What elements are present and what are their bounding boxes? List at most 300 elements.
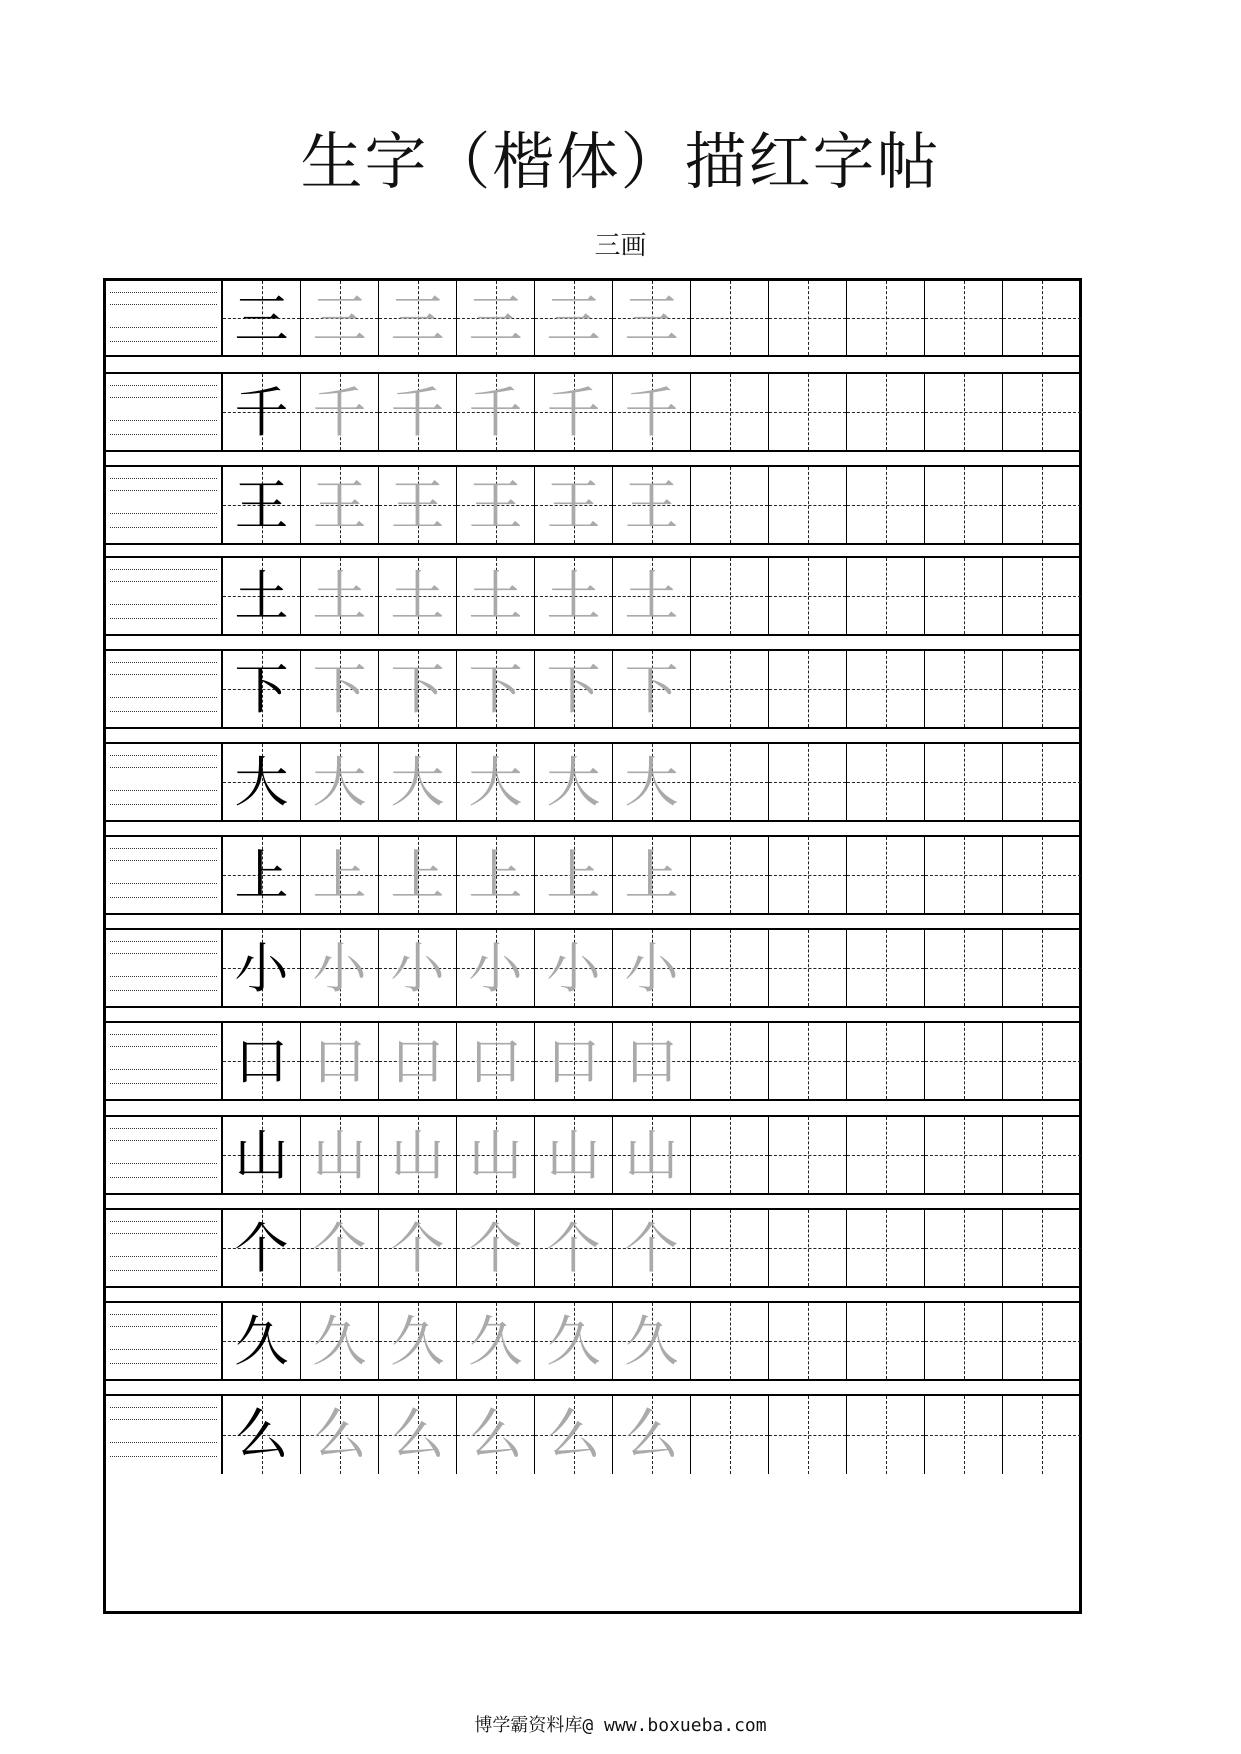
trace-character: 么: [624, 1403, 679, 1466]
pinyin-guide-line: [110, 1456, 217, 1457]
pinyin-writing-area: [106, 281, 223, 355]
model-character-cell: [223, 467, 301, 543]
pinyin-writing-area: [106, 374, 223, 450]
trace-character-cell: [613, 837, 691, 913]
practice-grid: [103, 278, 1082, 1614]
practice-row: [106, 835, 1079, 915]
trace-character: 么: [468, 1403, 523, 1466]
blank-practice-cell: [847, 374, 925, 450]
pinyin-guide-line: [110, 1270, 217, 1271]
pinyin-guide-line: [110, 1326, 217, 1327]
pinyin-guide-line: [110, 397, 217, 398]
pinyin-writing-area: [106, 467, 223, 543]
blank-practice-cell: [847, 1023, 925, 1099]
trace-character-cell: [379, 1303, 457, 1379]
trace-character: 大: [390, 751, 445, 814]
trace-character-cell: [301, 1210, 379, 1286]
trace-character-cell: [301, 467, 379, 543]
trace-character: 土: [546, 565, 601, 628]
pinyin-guide-line: [110, 1163, 217, 1164]
blank-practice-cell: [691, 1396, 769, 1474]
model-character-cell: [223, 1023, 301, 1099]
trace-character-cell: [535, 1117, 613, 1193]
blank-practice-cell: [691, 837, 769, 913]
trace-character: 口: [312, 1030, 367, 1093]
model-character: 土: [234, 565, 289, 628]
trace-character: 口: [468, 1030, 523, 1093]
trace-character: 千: [312, 381, 367, 444]
blank-practice-cell: [1003, 1023, 1081, 1099]
blank-practice-cell: [925, 837, 1003, 913]
trace-character: 上: [546, 844, 601, 907]
trace-character-cell: [613, 1023, 691, 1099]
trace-character-cell: [535, 1396, 613, 1474]
model-character: 上: [234, 844, 289, 907]
blank-practice-cell: [925, 1303, 1003, 1379]
trace-character-cell: [301, 281, 379, 355]
model-character: 千: [234, 381, 289, 444]
blank-practice-cell: [769, 1023, 847, 1099]
blank-practice-cell: [691, 1210, 769, 1286]
trace-character-cell: [535, 467, 613, 543]
trace-character: 么: [312, 1403, 367, 1466]
pinyin-guide-line: [110, 990, 217, 991]
trace-character: 大: [546, 751, 601, 814]
trace-character-cell: [379, 1117, 457, 1193]
pinyin-guide-line: [110, 790, 217, 791]
model-character-cell: [223, 558, 301, 634]
blank-practice-cell: [1003, 651, 1081, 727]
pinyin-guide-line: [110, 490, 217, 491]
trace-character-cell: [379, 744, 457, 820]
pinyin-guide-line: [110, 618, 217, 619]
blank-practice-cell: [769, 651, 847, 727]
blank-practice-cell: [925, 930, 1003, 1006]
trace-character-cell: [379, 558, 457, 634]
blank-practice-cell: [1003, 1117, 1081, 1193]
practice-row: [106, 928, 1079, 1008]
trace-character-cell: [379, 837, 457, 913]
pinyin-guide-line: [110, 755, 217, 756]
trace-character-cell: [379, 930, 457, 1006]
blank-practice-cell: [1003, 374, 1081, 450]
blank-practice-cell: [691, 281, 769, 355]
pinyin-guide-line: [110, 1034, 217, 1035]
blank-practice-cell: [847, 467, 925, 543]
pinyin-writing-area: [106, 651, 223, 727]
trace-character-cell: [613, 651, 691, 727]
model-character: 个: [234, 1217, 289, 1280]
pinyin-guide-line: [110, 292, 217, 293]
pinyin-guide-line: [110, 848, 217, 849]
model-character: 口: [234, 1030, 289, 1093]
pinyin-guide-line: [110, 385, 217, 386]
trace-character: 王: [390, 474, 445, 537]
trace-character: 下: [546, 658, 601, 721]
practice-row: [106, 1394, 1079, 1474]
trace-character-cell: [457, 744, 535, 820]
model-character: 久: [234, 1310, 289, 1373]
practice-row: [106, 556, 1079, 636]
practice-row: [106, 1301, 1079, 1381]
blank-practice-cell: [1003, 837, 1081, 913]
trace-character-cell: [613, 1117, 691, 1193]
trace-character-cell: [613, 930, 691, 1006]
trace-character: 么: [546, 1403, 601, 1466]
trace-character-cell: [535, 651, 613, 727]
pinyin-writing-area: [106, 744, 223, 820]
trace-character: 土: [390, 565, 445, 628]
trace-character-cell: [301, 558, 379, 634]
trace-character-cell: [613, 1396, 691, 1474]
trace-character: 个: [624, 1217, 679, 1280]
trace-character: 山: [468, 1124, 523, 1187]
pinyin-writing-area: [106, 1117, 223, 1193]
pinyin-guide-line: [110, 804, 217, 805]
trace-character: 大: [468, 751, 523, 814]
blank-practice-cell: [925, 281, 1003, 355]
trace-character: 小: [546, 937, 601, 1000]
trace-character: 王: [546, 474, 601, 537]
pinyin-guide-line: [110, 478, 217, 479]
blank-practice-cell: [1003, 1303, 1081, 1379]
trace-character: 久: [624, 1310, 679, 1373]
trace-character-cell: [535, 1303, 613, 1379]
blank-practice-cell: [847, 558, 925, 634]
blank-practice-cell: [847, 930, 925, 1006]
practice-row: [106, 465, 1079, 545]
trace-character-cell: [301, 651, 379, 727]
trace-character: 小: [312, 937, 367, 1000]
blank-practice-cell: [847, 281, 925, 355]
trace-character: 个: [312, 1217, 367, 1280]
trace-character: 个: [390, 1217, 445, 1280]
pinyin-guide-line: [110, 1046, 217, 1047]
model-character-cell: [223, 1117, 301, 1193]
model-character: 下: [234, 658, 289, 721]
blank-practice-cell: [847, 837, 925, 913]
blank-practice-cell: [1003, 558, 1081, 634]
trace-character: 下: [624, 658, 679, 721]
blank-practice-cell: [847, 1210, 925, 1286]
trace-character: 上: [468, 844, 523, 907]
blank-practice-cell: [925, 1117, 1003, 1193]
trace-character: 么: [390, 1403, 445, 1466]
pinyin-writing-area: [106, 1303, 223, 1379]
trace-character: 山: [546, 1124, 601, 1187]
trace-character-cell: [457, 558, 535, 634]
pinyin-guide-line: [110, 604, 217, 605]
blank-practice-cell: [847, 744, 925, 820]
trace-character-cell: [613, 1303, 691, 1379]
model-character-cell: [223, 744, 301, 820]
blank-practice-cell: [925, 1396, 1003, 1474]
blank-practice-cell: [769, 1210, 847, 1286]
model-character: 王: [234, 474, 289, 537]
pinyin-writing-area: [106, 1023, 223, 1099]
blank-practice-cell: [769, 837, 847, 913]
blank-practice-cell: [769, 558, 847, 634]
blank-practice-cell: [847, 1396, 925, 1474]
trace-character-cell: [457, 1117, 535, 1193]
blank-practice-cell: [691, 651, 769, 727]
trace-character: 个: [468, 1217, 523, 1280]
trace-character-cell: [535, 744, 613, 820]
trace-character-cell: [613, 374, 691, 450]
trace-character: 小: [624, 937, 679, 1000]
pinyin-guide-line: [110, 941, 217, 942]
trace-character-cell: [535, 374, 613, 450]
pinyin-writing-area: [106, 930, 223, 1006]
trace-character: 上: [312, 844, 367, 907]
trace-character: 三: [312, 288, 367, 351]
pinyin-guide-line: [110, 860, 217, 861]
trace-character-cell: [457, 1396, 535, 1474]
trace-character: 山: [624, 1124, 679, 1187]
blank-practice-cell: [847, 1303, 925, 1379]
blank-practice-cell: [769, 1303, 847, 1379]
trace-character: 口: [624, 1030, 679, 1093]
practice-row: [106, 1021, 1079, 1101]
practice-row: [106, 1115, 1079, 1195]
blank-practice-cell: [925, 1023, 1003, 1099]
trace-character-cell: [301, 1117, 379, 1193]
blank-practice-cell: [691, 1023, 769, 1099]
trace-character-cell: [457, 467, 535, 543]
trace-character: 王: [624, 474, 679, 537]
blank-practice-cell: [1003, 467, 1081, 543]
trace-character: 千: [624, 381, 679, 444]
trace-character: 个: [546, 1217, 601, 1280]
practice-row: [106, 372, 1079, 452]
pinyin-guide-line: [110, 1177, 217, 1178]
pinyin-guide-line: [110, 1221, 217, 1222]
pinyin-guide-line: [110, 1349, 217, 1350]
trace-character: 久: [390, 1310, 445, 1373]
trace-character-cell: [535, 837, 613, 913]
trace-character: 千: [546, 381, 601, 444]
trace-character: 土: [312, 565, 367, 628]
page-title: 生字（楷体）描红字帖: [300, 125, 941, 198]
trace-character: 大: [312, 751, 367, 814]
trace-character: 三: [468, 288, 523, 351]
trace-character-cell: [613, 467, 691, 543]
trace-character: 久: [312, 1310, 367, 1373]
trace-character: 上: [624, 844, 679, 907]
pinyin-guide-line: [110, 341, 217, 342]
trace-character-cell: [301, 1396, 379, 1474]
stroke-count-subtitle: 三画: [594, 231, 647, 261]
blank-practice-cell: [769, 374, 847, 450]
pinyin-guide-line: [110, 662, 217, 663]
trace-character: 王: [312, 474, 367, 537]
blank-practice-cell: [691, 744, 769, 820]
blank-practice-cell: [769, 467, 847, 543]
blank-practice-cell: [1003, 281, 1081, 355]
trace-character: 上: [390, 844, 445, 907]
model-character: 么: [234, 1403, 289, 1466]
trace-character-cell: [613, 1210, 691, 1286]
trace-character-cell: [457, 1023, 535, 1099]
pinyin-guide-line: [110, 1069, 217, 1070]
pinyin-writing-area: [106, 837, 223, 913]
pinyin-guide-line: [110, 697, 217, 698]
blank-practice-cell: [769, 1396, 847, 1474]
blank-practice-cell: [769, 930, 847, 1006]
practice-row: [106, 1208, 1079, 1288]
pinyin-guide-line: [110, 527, 217, 528]
pinyin-guide-line: [110, 304, 217, 305]
blank-practice-cell: [769, 281, 847, 355]
practice-row: [106, 742, 1079, 822]
blank-practice-cell: [847, 1117, 925, 1193]
trace-character-cell: [535, 1023, 613, 1099]
footer-watermark: 博学霸资料库@ www.boxueba.com: [474, 1715, 767, 1736]
pinyin-guide-line: [110, 767, 217, 768]
blank-practice-cell: [925, 1210, 1003, 1286]
trace-character: 小: [468, 937, 523, 1000]
trace-character: 久: [546, 1310, 601, 1373]
pinyin-guide-line: [110, 1140, 217, 1141]
pinyin-guide-line: [110, 711, 217, 712]
model-character-cell: [223, 1303, 301, 1379]
trace-character-cell: [379, 1210, 457, 1286]
trace-character-cell: [535, 930, 613, 1006]
trace-character: 土: [468, 565, 523, 628]
pinyin-guide-line: [110, 883, 217, 884]
pinyin-guide-line: [110, 1083, 217, 1084]
blank-practice-cell: [769, 1117, 847, 1193]
pinyin-guide-line: [110, 976, 217, 977]
trace-character-cell: [379, 467, 457, 543]
model-character-cell: [223, 374, 301, 450]
trace-character-cell: [457, 1303, 535, 1379]
blank-practice-cell: [925, 467, 1003, 543]
trace-character: 三: [546, 288, 601, 351]
trace-character: 三: [390, 288, 445, 351]
trace-character-cell: [457, 651, 535, 727]
pinyin-guide-line: [110, 327, 217, 328]
blank-practice-cell: [925, 651, 1003, 727]
trace-character-cell: [613, 744, 691, 820]
trace-character-cell: [535, 281, 613, 355]
trace-character: 口: [546, 1030, 601, 1093]
pinyin-guide-line: [110, 1407, 217, 1408]
trace-character-cell: [301, 374, 379, 450]
trace-character: 三: [624, 288, 679, 351]
trace-character-cell: [457, 1210, 535, 1286]
trace-character: 千: [390, 381, 445, 444]
trace-character: 王: [468, 474, 523, 537]
model-character-cell: [223, 1210, 301, 1286]
trace-character: 千: [468, 381, 523, 444]
trace-character-cell: [535, 558, 613, 634]
blank-practice-cell: [925, 374, 1003, 450]
model-character-cell: [223, 651, 301, 727]
pinyin-guide-line: [110, 1233, 217, 1234]
trace-character-cell: [301, 930, 379, 1006]
trace-character-cell: [613, 281, 691, 355]
blank-practice-cell: [1003, 1210, 1081, 1286]
trace-character: 山: [312, 1124, 367, 1187]
trace-character-cell: [301, 1303, 379, 1379]
pinyin-writing-area: [106, 558, 223, 634]
pinyin-guide-line: [110, 1128, 217, 1129]
pinyin-guide-line: [110, 1256, 217, 1257]
blank-practice-cell: [691, 467, 769, 543]
blank-practice-cell: [925, 744, 1003, 820]
trace-character-cell: [613, 558, 691, 634]
pinyin-guide-line: [110, 674, 217, 675]
blank-practice-cell: [691, 1117, 769, 1193]
pinyin-guide-line: [110, 434, 217, 435]
model-character-cell: [223, 1396, 301, 1474]
blank-practice-cell: [1003, 1396, 1081, 1474]
pinyin-guide-line: [110, 1442, 217, 1443]
trace-character-cell: [379, 374, 457, 450]
pinyin-writing-area: [106, 1210, 223, 1286]
blank-practice-cell: [691, 558, 769, 634]
trace-character-cell: [457, 837, 535, 913]
trace-character-cell: [379, 1396, 457, 1474]
model-character: 大: [234, 751, 289, 814]
trace-character-cell: [457, 930, 535, 1006]
pinyin-guide-line: [110, 581, 217, 582]
model-character-cell: [223, 281, 301, 355]
trace-character: 大: [624, 751, 679, 814]
blank-practice-cell: [847, 651, 925, 727]
model-character: 三: [234, 288, 289, 351]
pinyin-guide-line: [110, 420, 217, 421]
trace-character: 土: [624, 565, 679, 628]
blank-practice-cell: [925, 558, 1003, 634]
trace-character: 久: [468, 1310, 523, 1373]
blank-practice-cell: [1003, 930, 1081, 1006]
pinyin-guide-line: [110, 513, 217, 514]
model-character: 山: [234, 1124, 289, 1187]
pinyin-guide-line: [110, 569, 217, 570]
trace-character-cell: [379, 281, 457, 355]
trace-character: 下: [312, 658, 367, 721]
model-character-cell: [223, 837, 301, 913]
pinyin-guide-line: [110, 897, 217, 898]
blank-practice-cell: [691, 1303, 769, 1379]
pinyin-guide-line: [110, 953, 217, 954]
trace-character-cell: [379, 651, 457, 727]
pinyin-writing-area: [106, 1396, 223, 1474]
blank-practice-cell: [691, 930, 769, 1006]
practice-row: [106, 281, 1079, 357]
pinyin-guide-line: [110, 1419, 217, 1420]
trace-character: 下: [468, 658, 523, 721]
blank-practice-cell: [1003, 744, 1081, 820]
trace-character-cell: [301, 1023, 379, 1099]
trace-character-cell: [301, 837, 379, 913]
trace-character: 山: [390, 1124, 445, 1187]
model-character-cell: [223, 930, 301, 1006]
trace-character: 口: [390, 1030, 445, 1093]
trace-character: 小: [390, 937, 445, 1000]
blank-practice-cell: [769, 744, 847, 820]
trace-character-cell: [535, 1210, 613, 1286]
trace-character-cell: [457, 281, 535, 355]
pinyin-guide-line: [110, 1314, 217, 1315]
practice-row: [106, 649, 1079, 729]
model-character: 小: [234, 937, 289, 1000]
trace-character-cell: [301, 744, 379, 820]
trace-character-cell: [379, 1023, 457, 1099]
trace-character: 下: [390, 658, 445, 721]
